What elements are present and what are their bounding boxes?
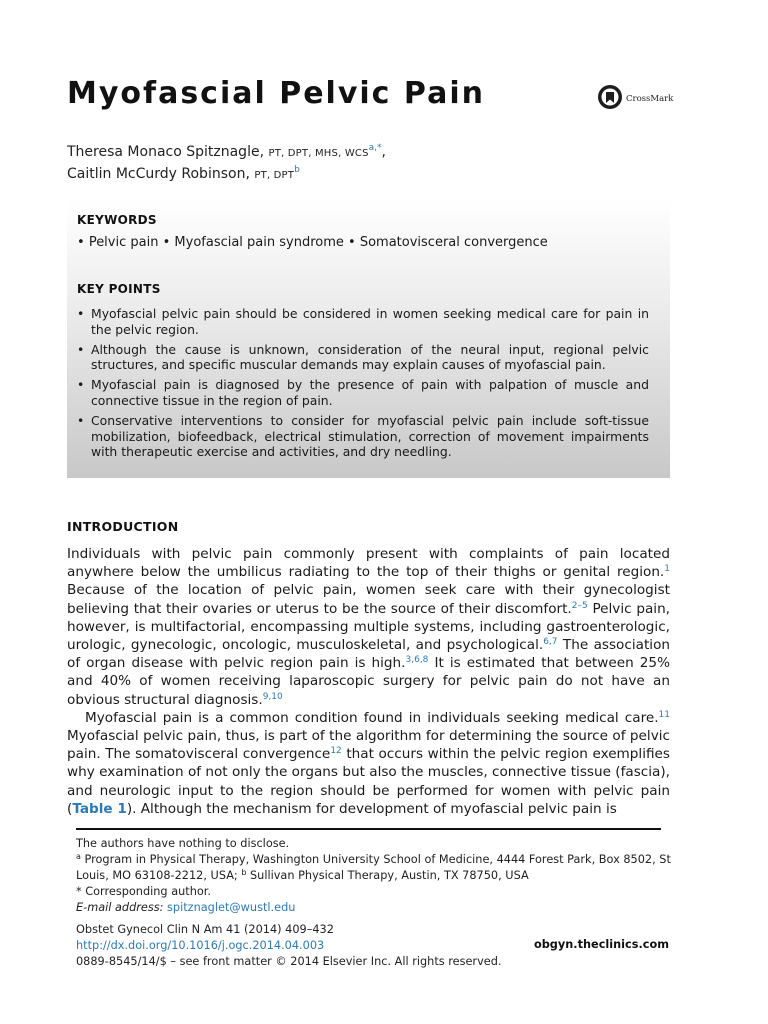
reference-link[interactable]: 2–5	[571, 600, 588, 611]
author-1	[67, 142, 386, 164]
reference-link[interactable]: 12	[330, 746, 342, 757]
email-label: E-mail address:	[76, 901, 164, 914]
author-trail: ,	[381, 144, 386, 160]
author-list	[67, 142, 386, 186]
key-points-heading: KEY POINTS	[77, 282, 161, 296]
corresponding-author-note: * Corresponding author.	[76, 885, 211, 898]
keywords-keypoints-box	[67, 200, 670, 478]
keywords-list: • Pelvic pain • Myofascial pain syndrome • Somatovisceral convergence	[77, 235, 548, 250]
text-run: Myofascial pelvic pain, thus, is part of the algorithm for determining the source of pelvic pain. The somatovisceral convergence	[67, 728, 670, 763]
key-point-item: • Although the cause is unknown, consideration of the neural input, regional pelvic structures, and specific muscular demands may explain causes of myofascial pain.	[77, 342, 649, 374]
journal-site-link[interactable]: obgyn.theclinics.com	[533, 938, 669, 951]
paragraph-1	[67, 545, 670, 709]
reference-link[interactable]: 11	[658, 709, 670, 720]
table-1-link[interactable]: Table 1	[72, 800, 127, 817]
keyword-item: Myofascial pain syndrome	[174, 235, 344, 250]
text-run: Individuals with pelvic pain commonly present with complaints of pain located anywhere below the umbilicus radiating to the top of their thighs or genital region.	[67, 546, 670, 581]
crossmark-label: CrossMark	[626, 94, 674, 104]
author-affiliation-mark[interactable]: b	[294, 165, 300, 175]
reference-link[interactable]: 6,7	[543, 637, 558, 648]
citation: Obstet Gynecol Clin N Am 41 (2014) 409–432	[76, 923, 334, 936]
footnotes	[76, 836, 676, 916]
article-title: Myofascial Pelvic Pain	[67, 76, 485, 111]
text-run: It is estimated that between 25% and 40% of women receiving laparoscopic surgery for pelvic pain do not have an obvious structural diagnosis.	[67, 655, 670, 708]
text-run: that occurs within the pelvic region exemplifies why examination of not only the organs but also the muscles, connective tissue (fascia), and neurologic input to the region should be performed for women with pelvic pain (	[67, 746, 670, 817]
disclosure-note: The authors have nothing to disclose.	[76, 837, 290, 850]
author-name: Theresa Monaco Spitznagle,	[67, 144, 265, 160]
author-name: Caitlin McCurdy Robinson,	[67, 166, 250, 182]
affiliation-b: Sullivan Physical Therapy, Austin, TX 78750, USA	[246, 869, 529, 882]
affiliation-a: Program in Physical Therapy, Washington University School of Medicine, 4444 Forest Park, Box 8502, St Louis, MO 63108-2212, USA;	[76, 853, 671, 882]
text-run: Pelvic pain, however, is multifactorial, encompassing multiple systems, including gastroenterologic, urologic, gynecologic, oncologic, musculoskeletal, and psychological.	[67, 600, 671, 654]
email-link[interactable]: spitznaglet@wustl.edu	[167, 901, 296, 914]
key-point-item: • Conservative interventions to consider for myofascial pelvic pain include soft-tissue mobilization, biofeedback, electrical stimulation, correction of movement impairments with therapeutic exercise and activities, and dry needling.	[77, 413, 649, 460]
affiliation-mark: a	[76, 852, 81, 861]
footnote-divider	[76, 828, 661, 830]
email-note	[76, 900, 676, 916]
author-credentials: PT, DPT	[254, 170, 295, 181]
crossmark-badge[interactable]	[597, 84, 673, 114]
reference-link[interactable]: 3,6,8	[405, 655, 429, 666]
crossmark-icon	[597, 84, 623, 114]
text-run: ). Although the mechanism for development of myofascial pelvic pain is	[126, 800, 617, 817]
keywords-heading: KEYWORDS	[77, 213, 157, 227]
affiliations-note	[76, 852, 676, 884]
reference-link[interactable]: 9,10	[262, 691, 283, 702]
publication-info	[76, 922, 501, 970]
keyword-item: Pelvic pain	[88, 235, 159, 250]
affiliation-mark: b	[241, 868, 247, 877]
introduction-heading: INTRODUCTION	[67, 519, 179, 534]
key-points-list	[77, 306, 649, 464]
reference-link[interactable]: 1	[664, 564, 670, 575]
introduction-body	[67, 545, 670, 818]
author-2	[67, 164, 386, 186]
text-run: Myofascial pain is a common condition found in individuals seeking medical care.	[85, 709, 659, 726]
keyword-item: Somatovisceral convergence	[359, 235, 548, 250]
key-point-item: • Myofascial pelvic pain should be considered in women seeking medical care for pain in the pelvic region.	[77, 306, 649, 338]
author-affiliation-mark[interactable]: a,*	[368, 143, 382, 153]
text-run: Because of the location of pelvic pain, women seek care with their gynecologist believing that their ovaries or uterus to be the source of their discomfort.	[67, 582, 670, 617]
copyright: 0889-8545/14/$ – see front matter © 2014 Elsevier Inc. All rights reserved.	[76, 955, 502, 968]
text-run: The association of organ disease with pelvic region pain is high.	[67, 637, 670, 672]
paragraph-2	[67, 709, 670, 818]
doi-link[interactable]: http://dx.doi.org/10.1016/j.ogc.2014.04.003	[76, 939, 325, 952]
author-credentials: PT, DPT, MHS, WCS	[268, 148, 369, 159]
key-point-item: • Myofascial pain is diagnosed by the presence of pain with palpation of muscle and connective tissue in the region of pain.	[77, 377, 649, 409]
